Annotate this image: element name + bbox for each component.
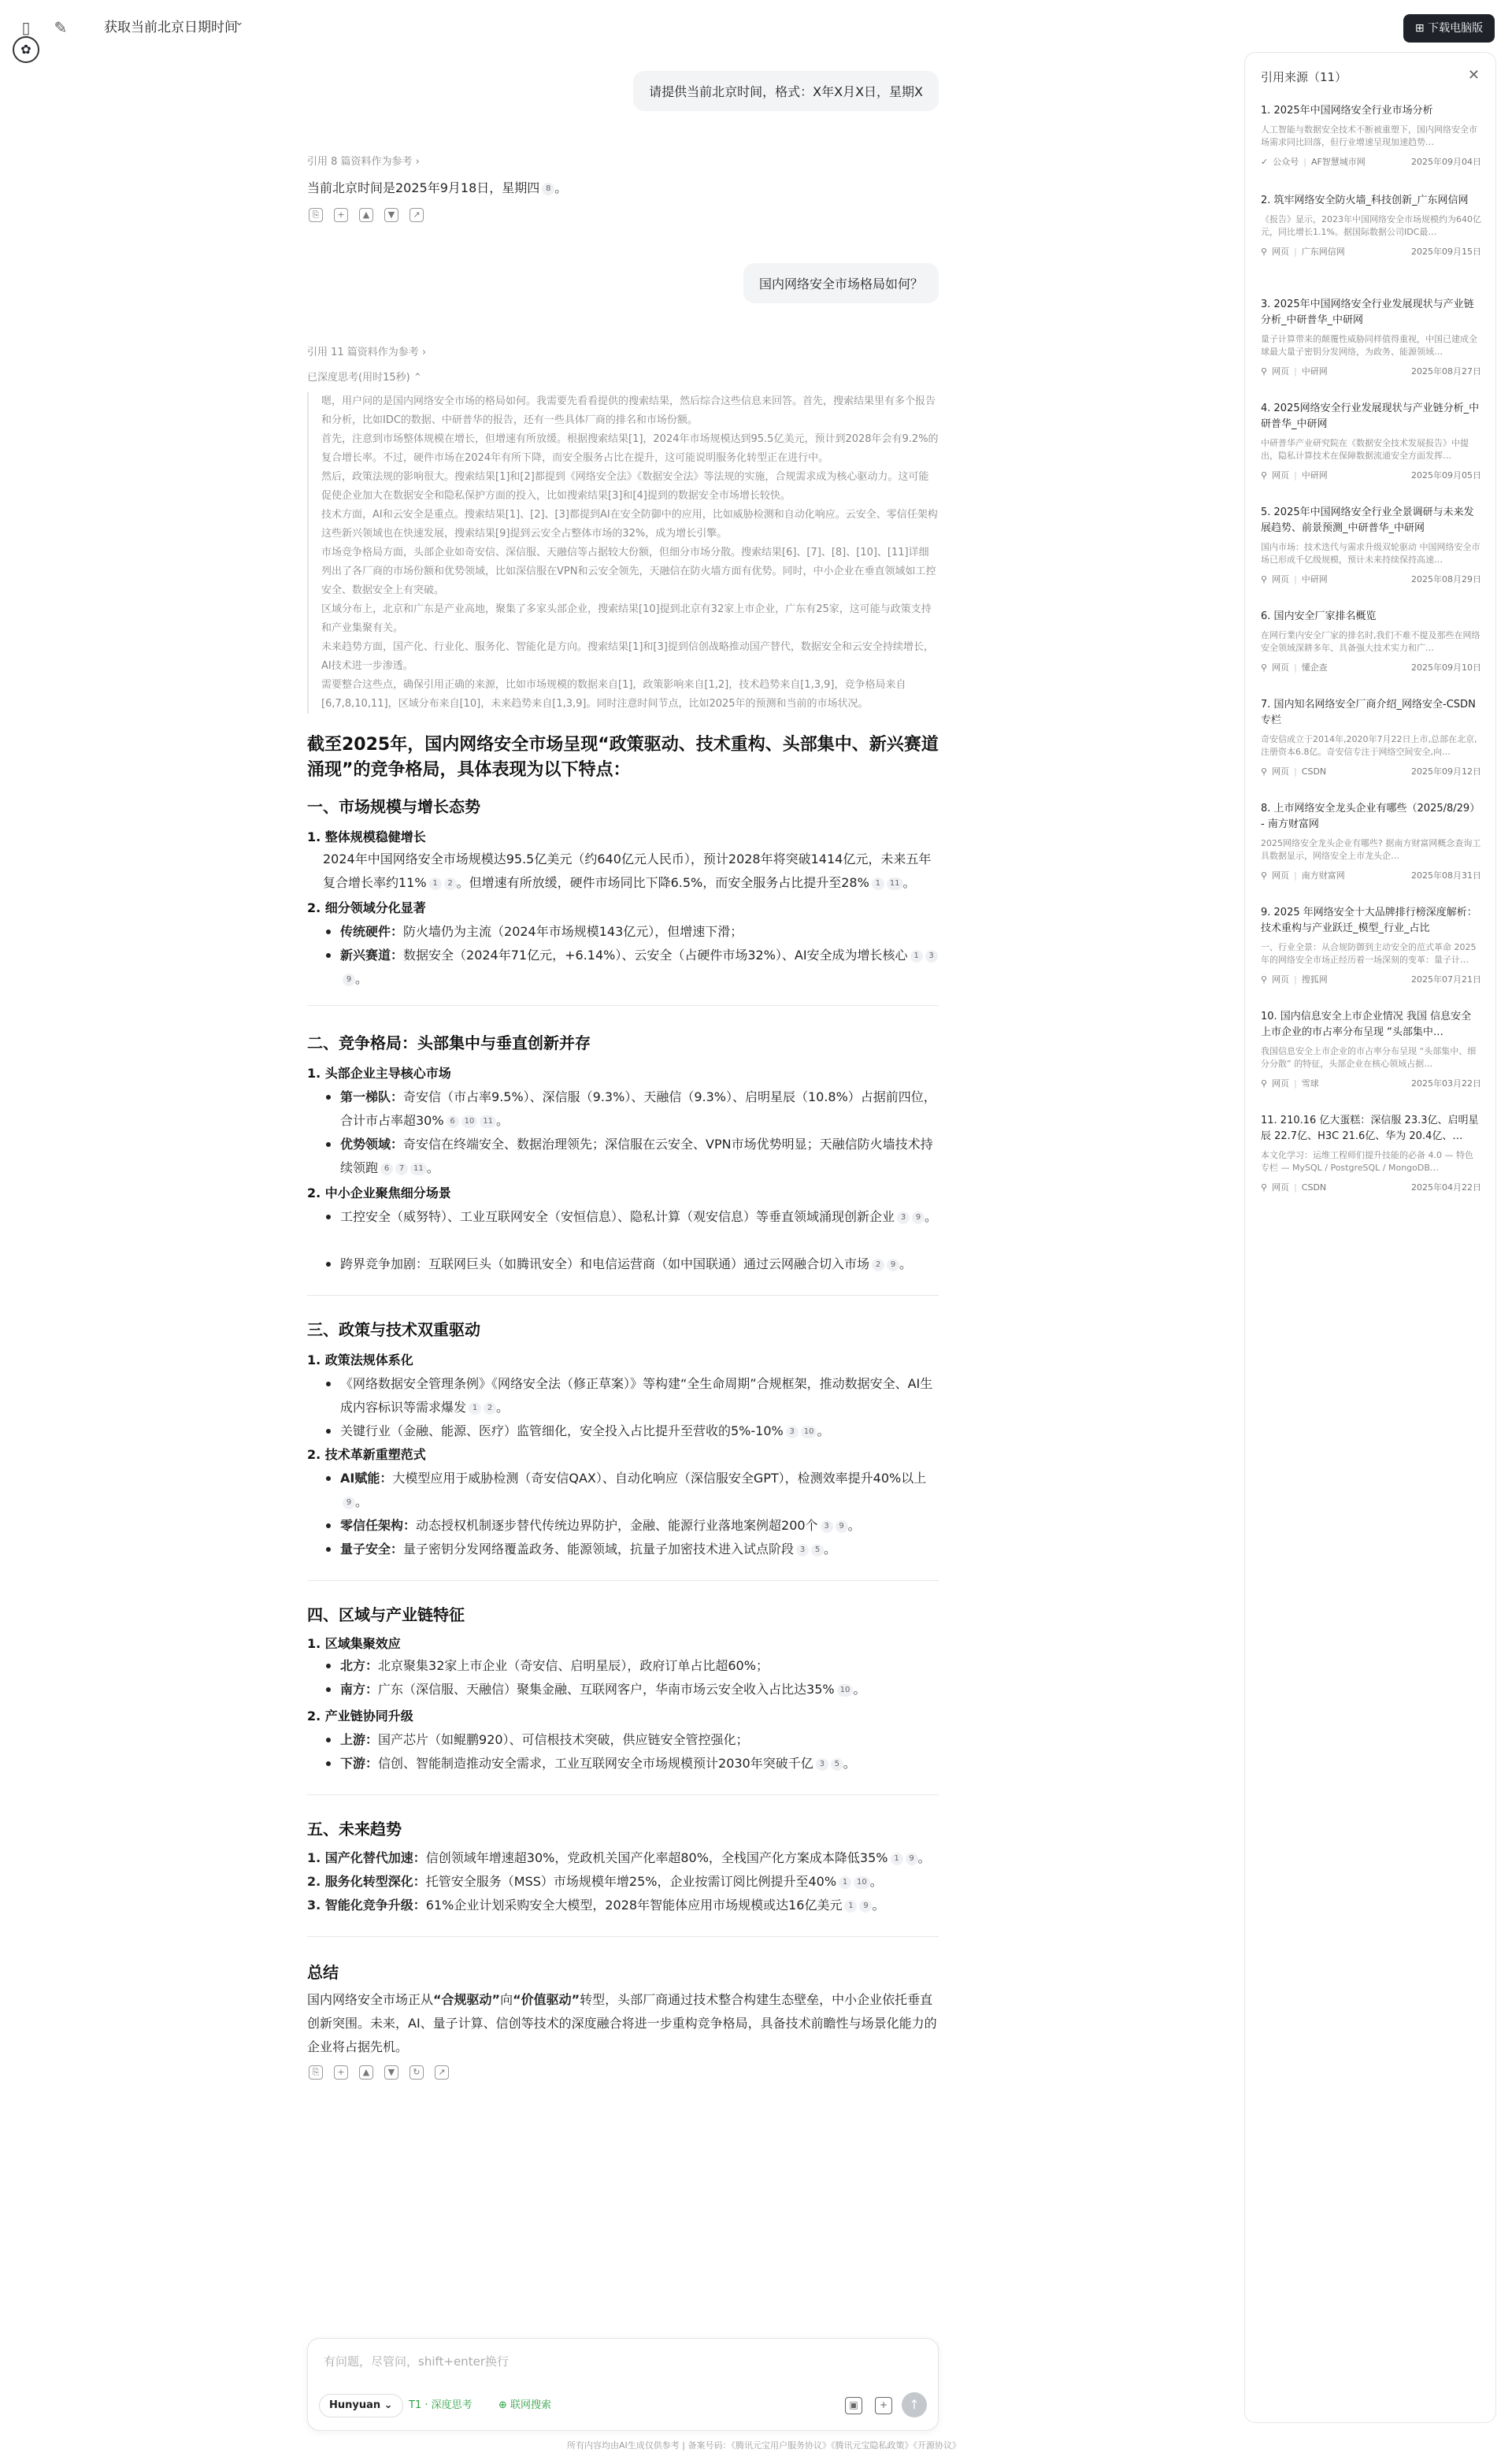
thinking-content [307, 392, 939, 714]
source-item[interactable]: 1. 2025年中国网络安全行业市场分析 人工智能与数据安全技术不断被重塑下，国内网络安全市场需求同比回落，但行业增速呈现加速趋势… ✓ 公众号 | AF智慧城市网 2025年09月04日 [1261, 105, 1481, 167]
subheading: 2. 中小企业聚焦细分场景 [307, 1185, 451, 1200]
conversation-title[interactable]: 获取当前北京日期时间 [104, 20, 238, 35]
summary-paragraph: 国内网络安全市场正从“合规驱动”向“价值驱动”转型，头部厂商通过技术整合构建生态壁垒，中小企业依托垂直创新突围。未来，AI、量子计算、信创等技术的深度融合将进一步重构竞争格局，具备技术前瞻性与场景化能力的企业将占据先机。 [307, 1992, 937, 2054]
thumbs-up-icon[interactable]: ▲ [359, 2065, 373, 2080]
list-item: 零信任架构：动态授权机制逐步替代传统边界防护，金融、能源行业落地案例超200个 3 9 。 [323, 1514, 939, 1538]
sidebar-toggle-icon[interactable]: ▯ [21, 18, 31, 37]
source-item[interactable]: 7. 国内知名网络安全厂商介绍_网络安全-CSDN专栏 奇安信成立于2014年,2020年7月22日上市,总部在北京,注册资本6.8亿。奇安信专注于网络空间安全,向… ⚲ 网页 | CSDN 2025年09月12日 [1261, 699, 1481, 777]
section-heading-5: 五、未来趋势 [307, 1820, 402, 1839]
top-bar [0, 0, 1244, 55]
divider [307, 1794, 939, 1795]
windows-icon: ⊞ [1414, 22, 1425, 35]
thinking-paragraph: 嗯，用户问的是国内网络安全市场的格局如何。我需要先看看提供的搜索结果，然后综合这些信息来回答。首先，搜索结果里有多个报告和分析，比如IDC的数据、中研普华的报告，还有一些具体厂商的排名和市场份额。 [321, 395, 936, 426]
list-item: 北方：北京聚集32家上市企业（奇安信、启明星辰），政府订单占比超60%； [323, 1654, 939, 1678]
refresh-icon[interactable]: ↻ [410, 2065, 424, 2080]
link-icon: ⚲ [1261, 1182, 1268, 1193]
list-item: 南方：广东（深信服、天融信）聚集金融、互联网客户，华南市场云安全收入占比达35% 10 。 [323, 1678, 939, 1701]
user-message-2: 国内网络安全市场格局如何？ [743, 263, 939, 303]
download-desktop-button[interactable]: ⊞ 下载电脑版 [1403, 14, 1495, 43]
link-icon: ⚲ [1261, 974, 1268, 985]
image-upload-icon[interactable]: ▣ [845, 2397, 862, 2414]
link-icon: ✓ [1261, 156, 1269, 167]
list-item: 3. 智能化竞争升级：61%企业计划采购安全大模型，2028年智能体应用市场规模或达16亿美元 1 9 。 [307, 1898, 885, 1913]
list-item: 优势领域：奇安信在终端安全、数据治理领先；深信服在云安全、VPN市场优势明显；天融信防火墙技术持续领跑 6 7 11 。 [323, 1133, 939, 1180]
thumbs-down-icon[interactable]: ▼ [384, 208, 398, 222]
divider [307, 1580, 939, 1581]
section-heading-4: 四、区域与产业链特征 [307, 1605, 465, 1624]
web-search-toggle[interactable]: ⊕ 联网搜索 [498, 2399, 552, 2411]
list-item: 关键行业（金融、能源、医疗）监管细化，安全投入占比提升至营收的5%-10% 3 10 。 [323, 1419, 939, 1443]
source-item[interactable]: 9. 2025 年网络安全十大品牌排行榜深度解析：技术重构与产业跃迁_模型_行业_占比 一、行业全景：从合规防御到主动安全的范式革命 2025年的网络安全市场正经历着一场深刻的变革：量子计… ⚲ 网页 | 搜狐网 2025年07月21日 [1261, 907, 1481, 985]
answer-actions-2 [309, 2065, 449, 2080]
thinking-paragraph: 区域分布上，北京和广东是产业高地，聚集了多家头部企业，搜索结果[10]提到北京有32家上市企业，广东有25家，这可能与政策支持和产业集聚有关。 [321, 603, 932, 634]
list-item: 1. 国产化替代加速：信创领域年增速超30%，党政机关国产化率超80%，全栈国产化方案成本降低35% 1 9 。 [307, 1850, 931, 1865]
divider [307, 1295, 939, 1296]
section-heading-2: 二、竞争格局：头部集中与垂直创新并存 [307, 1033, 591, 1052]
subheading: 1. 头部企业主导核心市场 [307, 1066, 451, 1081]
list-item: 2. 服务化转型深化：托管安全服务（MSS）市场规模年增25%，企业按需订阅比例提升至40% 1 10 。 [307, 1874, 883, 1889]
list-item: AI赋能：大模型应用于威胁检测（奇安信QAX）、自动化响应（深信服安全GPT），检测效率提升40%以上9 。 [323, 1467, 939, 1514]
divider [307, 1936, 939, 1937]
list-item: 下游：信创、智能制造推动安全需求，工业互联网安全市场规模预计2030年突破千亿 3 5 。 [323, 1752, 939, 1775]
answer-actions-1 [309, 208, 424, 222]
assistant-answer-1: 当前北京时间是2025年9月18日，星期四 8 。 [307, 180, 568, 195]
section-heading-3: 三、政策与技术双重驱动 [307, 1320, 480, 1339]
references-toggle-2[interactable]: 引用 11 篇资料作为参考 › [307, 347, 427, 358]
thinking-paragraph: 技术方面，AI和云安全是重点。搜索结果[1]、[2]、[3]都提到AI在安全防御中的应用，比如威胁检测和自动化响应。云安全、零信任架构这些新兴领域也在快速发展，搜索结果[9]提到云安全占整体市场的32%，成为增长引擎。 [321, 509, 938, 540]
chevron-down-icon[interactable]: ⌄ [235, 16, 244, 28]
list-item: 上游：国产芯片（如鲲鹏920）、可信根技术突破，供应链安全管控强化； [323, 1728, 939, 1752]
thinking-paragraph: 市场竞争格局方面，头部企业如奇安信、深信服、天融信等占据较大份额，但细分市场分散。搜索结果[6]、[7]、[8]、[10]、[11]详细列出了各厂商的市场份额和优势领域，比如深信服在VPN和云安全领先，天融信在防火墙方面有优势。同时，中小企业在垂直领域如工控安全、数据安全上有突破。 [321, 547, 936, 596]
answer-title: 截至2025年，国内网络安全市场呈现“政策驱动、技术重构、头部集中、新兴赛道涌现”的竞争格局，具体表现为以下特点： [307, 735, 939, 780]
list-item: 新兴赛道：数据安全（2024年71亿元，+6.14%）、云安全（占硬件市场32%）、AI安全成为增长核心 1 39 。 [323, 944, 939, 991]
disclaimer-footer: 所有内容均由AI生成仅供参考 | 备案号码：《腾讯元宝用户服务协议》《腾讯元宝隐私政策》《开源协议》 [567, 2440, 961, 2451]
sources-title: 引用来源（11） [1261, 70, 1347, 84]
subheading: 2. 技术革新重塑范式 [307, 1447, 426, 1462]
copy-icon[interactable]: ⎘ [309, 208, 323, 222]
bookmark-icon[interactable]: + [334, 2065, 348, 2080]
link-icon: ⚲ [1261, 469, 1268, 480]
globe-icon: ⊕ [498, 2399, 507, 2411]
thinking-paragraph: 需要整合这些点，确保引用正确的来源，比如市场规模的数据来自[1]，政策影响来自[1,2]，技术趋势来自[1,3,9]，竞争格局来自[6,7,8,10,11]，区域分布来自[10]，未来趋势来自[1,3,9]。同时注意时间节点，比如2025年的预测和当前的市场状况。 [321, 679, 906, 710]
model-selector[interactable]: Hunyuan ⌄ [319, 2394, 403, 2417]
link-icon: ⚲ [1261, 766, 1268, 777]
link-icon: ⚲ [1261, 870, 1268, 881]
source-item[interactable]: 4. 2025网络安全行业发展现状与产业链分析_中研普华_中研网 中研普华产业研究院在《数据安全技术发展报告》中提出，隐私计算技术在保障数据流通安全方面发挥… ⚲ 网页 | 中研网 2025年09月05日 [1261, 403, 1481, 480]
source-item[interactable]: 8. 上市网络安全龙头企业有哪些（2025/8/29） - 南方财富网 2025网络安全龙头企业有哪些? 据南方财富网概念查询工具数据显示，网络安全上市龙头企… ⚲ 网页 | 南方财富网 2025年08月31日 [1261, 803, 1481, 881]
subheading: 1. 整体规模稳健增长 [307, 829, 426, 844]
share-icon[interactable]: ↗ [435, 2065, 449, 2080]
chat-input[interactable]: 有问题，尽管问，shift+enter换行 [324, 2354, 509, 2369]
link-icon: ⚲ [1261, 365, 1268, 377]
share-icon[interactable]: ↗ [410, 208, 424, 222]
source-item[interactable]: 6. 国内安全厂家排名概览 在网行業内安全厂家的排名时,我们不难不提及那些在网络安全领域深耕多年、具备强大技术实力和广… ⚲ 网页 | 懂企查 2025年09月10日 [1261, 610, 1481, 673]
subheading: 1. 区域集聚效应 [307, 1636, 401, 1651]
deep-think-toggle[interactable]: T1 · 深度思考 [409, 2399, 472, 2411]
source-item[interactable]: 11. 210.16 亿大蛋糕：深信服 23.3亿、启明星辰 22.7亿、H3C 21.6亿、华为 20.4亿、… 本文化学习：运维工程师们提升技能的必备 4.0 — 特色专栏 — MySQL / PostgreSQL / MongoDB… ⚲ 网页 | CSDN 2025年04月22日 [1261, 1115, 1481, 1193]
list-item: 工控安全（威努特）、工业互联网安全（安恒信息）、隐私计算（观安信息）等垂直领域涌现创新企业 3 9 。 [323, 1205, 939, 1229]
chat-input-box [307, 2338, 939, 2431]
source-item[interactable]: 2. 筑牢网络安全防火墙_科技创新_广东网信网 《报告》显示，2023年中国网络安全市场规模约为640亿元，同比增长1.1%。据国际数据公司IDC最… ⚲ 网页 | 广东网信网 2025年09月15日 [1261, 195, 1481, 257]
section-heading-1: 一、市场规模与增长态势 [307, 797, 480, 816]
link-icon: ⚲ [1261, 1078, 1268, 1089]
source-item[interactable]: 10. 国内信息安全上市企业情况 我国 信息安全 上市企业的市占率分布呈现 “头部集中… 我国信息安全上市企业的市占率分布呈现 “头部集中、细分分散” 的特征，头部企业在核心领域占据… ⚲ 网页 | 雪球 2025年03月22日 [1261, 1011, 1481, 1089]
list-item: 第一梯队：奇安信（市占率9.5%）、深信服（9.3%）、天融信（9.3%）、启明星辰（10.8%）占据前四位，合计市占率超30% 6 10 11 。 [323, 1085, 939, 1133]
link-icon: ⚲ [1261, 573, 1268, 584]
references-toggle-1[interactable]: 引用 8 篇资料作为参考 › [307, 156, 420, 168]
bookmark-icon[interactable]: + [334, 208, 348, 222]
divider [307, 1005, 939, 1006]
close-icon[interactable]: ✕ [1467, 67, 1480, 83]
logo-icon[interactable]: ✿ [13, 36, 39, 63]
thumbs-down-icon[interactable]: ▼ [384, 2065, 398, 2080]
source-item[interactable]: 3. 2025年中国网络安全行业发展现状与产业链分析_中研普华_中研网 量子计算带来的颠覆性威胁同样值得重视，中国已建成全球最大量子密钥分发网络，为政务、能源领域… ⚲ 网页 | 中研网 2025年08月27日 [1261, 299, 1481, 377]
subheading: 2. 产业链协同升级 [307, 1709, 413, 1723]
subheading: 1. 政策法规体系化 [307, 1352, 413, 1367]
new-chat-icon[interactable]: ✎ [54, 18, 68, 37]
thinking-paragraph: 首先，注意到市场整体规模在增长，但增速有所放缓。根据搜索结果[1]，2024年市场规模达到95.5亿美元，预计到2028年会有9.2%的复合增长率。不过，硬件市场在2024年有所下降，而安全服务占比在提升，这可能说明服务化转型正在进行中。 [321, 433, 939, 464]
list-item: 《网络数据安全管理条例》《网络安全法（修正草案）》等构建“全生命周期”合规框架，推动数据安全、AI生成内容标识等需求爆发 1 2 。 [323, 1372, 939, 1419]
copy-icon[interactable]: ⎘ [309, 2065, 323, 2080]
list-item: 量子安全：量子密钥分发网络覆盖政务、能源领域，抗量子加密技术进入试点阶段 3 5 。 [323, 1538, 939, 1561]
subheading: 2. 细分领域分化显著 [307, 900, 426, 915]
paragraph: 2024年中国网络安全市场规模达95.5亿美元（约640亿元人民币），预计2028年将突破1414亿元，未来五年复合增长率约11% 1 2 。但增速有所放缓，硬件市场同比下降6.5%，而安全服务占比提升至28% 1 11 。 [323, 852, 932, 890]
user-message-1: 请提供当前北京时间，格式：X年X月X日，星期X [633, 71, 939, 111]
link-icon: ⚲ [1261, 662, 1268, 673]
list-item: 跨界竞争加剧：互联网巨头（如腾讯安全）和电信运营商（如中国联通）通过云网融合切入市场 2 9 。 [323, 1252, 939, 1276]
file-upload-icon[interactable]: + [875, 2397, 892, 2414]
summary-heading: 总结 [307, 1963, 339, 1982]
sources-panel [1244, 52, 1496, 2423]
thinking-toggle[interactable]: 已深度思考(用时15秒) ⌃ [307, 372, 422, 384]
send-arrow-icon[interactable]: ↑ [902, 2392, 927, 2417]
thinking-paragraph: 未来趋势方面，国产化、行业化、服务化、智能化是方向。搜索结果[1]和[3]提到信创战略推动国产替代，数据安全和云安全持续增长，AI技术进一步渗透。 [321, 641, 934, 672]
thumbs-up-icon[interactable]: ▲ [359, 208, 373, 222]
thinking-paragraph: 然后，政策法规的影响很大。搜索结果[1]和[2]都提到《网络安全法》《数据安全法》等法规的实施，合规需求成为核心驱动力。这可能促使企业加大在数据安全和隐私保护方面的投入，比如搜索结果[3]和[4]提到的数据安全市场增长较快。 [321, 471, 929, 502]
link-icon: ⚲ [1261, 246, 1268, 257]
list-item: 传统硬件：防火墙仍为主流（2024年市场规模143亿元），但增速下滑； [323, 920, 939, 944]
source-item[interactable]: 5. 2025年中国网络安全行业全景调研与未来发展趋势、前景预测_中研普华_中研网 国内市场：技术迭代与需求升级双轮驱动 中国网络安全市场已形成千亿级规模，预计未来持续保持高速… ⚲ 网页 | 中研网 2025年08月29日 [1261, 506, 1481, 584]
